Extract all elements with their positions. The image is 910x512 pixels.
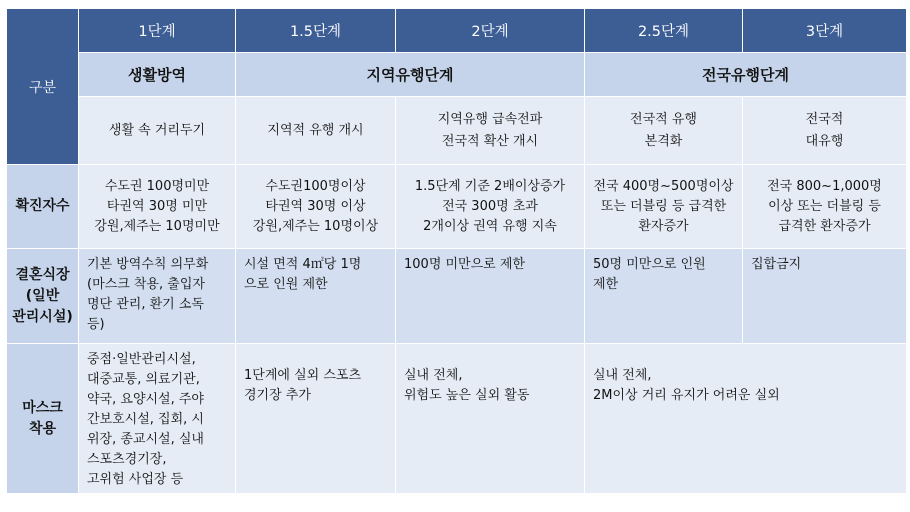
cell-line: 전국 400명~500명이상: [593, 178, 734, 194]
cell-line: 위장, 종교시설, 실내: [87, 432, 204, 447]
cell-line: 또는 더블링 등 급격한: [600, 198, 727, 214]
cases-level-1: [79, 165, 236, 249]
cell-line: 환자증가: [638, 218, 689, 234]
cell-line: 타권역 30명 이상: [265, 198, 366, 214]
cell-line: 명단 관리, 환기 소독: [87, 297, 204, 312]
row-label-wedding-hall: [7, 249, 79, 344]
table-row: [7, 165, 907, 249]
cell-line: 간보호시설, 집회, 시: [87, 412, 204, 427]
wedding-level-1: [79, 249, 236, 344]
cell-line: 급격한 환자증가: [778, 218, 871, 234]
cell-line: 전국 800~1,000명: [767, 178, 882, 194]
level-2-header: 2단계: [396, 9, 585, 53]
description-line: 본격화: [644, 133, 683, 149]
mask-level-2-5-to-3: [585, 344, 907, 494]
mask-level-1-5: [236, 344, 396, 494]
level-2-5-header: 2.5단계: [585, 9, 743, 53]
cell-line: 대중교통, 의료기관,: [87, 372, 200, 387]
social-distancing-table: [6, 8, 907, 494]
cell-line: 이상 또는 더블링 등: [768, 198, 881, 214]
description-line: 생활 속 거리두기: [108, 122, 206, 138]
wedding-level-2: [396, 249, 585, 344]
row-label-line: 결혼식장: [15, 266, 70, 283]
row-label-line: 관리시설): [12, 308, 73, 325]
cases-level-2: [396, 165, 585, 249]
cell-line: 수도권100명이상: [265, 178, 366, 194]
distancing-table-container: [6, 8, 907, 494]
row-label-line: (일반: [25, 287, 60, 304]
description-row: [7, 97, 907, 165]
table-row: [7, 249, 907, 344]
wedding-level-1-5: [236, 249, 396, 344]
cell-line: 중점·일반관리시설,: [87, 352, 196, 367]
cell-line: 기본 방역수칙 의무화: [87, 257, 209, 272]
cell-line: 2M이상 거리 유지가 어려운 실외: [593, 388, 780, 403]
mask-level-2: [396, 344, 585, 494]
row-label-mask: [7, 344, 79, 494]
cell-line: 등): [87, 317, 105, 332]
cell-line: 제한: [593, 277, 619, 292]
cell-line: 실내 전체,: [404, 368, 463, 383]
description-line: 지역유행 급속전파: [437, 111, 543, 127]
row-label-line: 착용: [28, 420, 57, 437]
description-level-2: [396, 97, 585, 165]
phase-national: 전국유행단계: [585, 53, 907, 97]
cases-level-2-5: [585, 165, 743, 249]
cell-line: 스포츠경기장,: [87, 452, 167, 467]
cell-line: 위험도 높은 실외 활동: [404, 388, 530, 403]
level-1-header: 1단계: [79, 9, 236, 53]
cell-line: 강원,제주는 10명이상: [252, 218, 379, 234]
phase-daily-life: 생활방역: [79, 53, 236, 97]
description-line: 전국적 확산 개시: [441, 133, 539, 149]
cell-line: 강원,제주는 10명미만: [94, 218, 220, 234]
description-line: 지역적 유행 개시: [267, 122, 364, 138]
level-header-row: [7, 9, 907, 53]
cell-line: 2개이상 권역 유행 지속: [423, 218, 557, 234]
description-line: 대유행: [805, 133, 844, 149]
description-level-2-5: [585, 97, 743, 165]
cases-level-1-5: [236, 165, 396, 249]
cell-line: 고위험 사업장 등: [87, 472, 184, 487]
cell-line: 약국, 요양시설, 주야: [87, 392, 204, 407]
cell-line: 100명 미만으로 제한: [404, 257, 525, 272]
phase-row: [7, 53, 907, 97]
cell-line: 집합금지: [751, 257, 802, 272]
level-1-5-header: 1.5단계: [236, 9, 396, 53]
cell-line: (마스크 착용, 출입자: [87, 277, 205, 292]
cell-line: 경기장 추가: [244, 388, 311, 403]
cell-line: 1단계에 실외 스포츠: [244, 368, 361, 383]
description-line: 전국적 유행: [630, 111, 697, 127]
mask-level-1: [79, 344, 236, 494]
description-level-3: [743, 97, 907, 165]
cell-line: 으로 인원 제한: [244, 277, 328, 292]
phase-regional: 지역유행단계: [236, 53, 585, 97]
table-row: [7, 344, 907, 494]
cell-line: 시설 면적 4㎡당 1명: [244, 257, 362, 272]
description-line: 전국적: [805, 111, 844, 127]
cell-line: 실내 전체,: [593, 368, 652, 383]
row-label-line: 마스크: [22, 399, 63, 416]
description-level-1-5: [236, 97, 396, 165]
level-3-header: 3단계: [743, 9, 907, 53]
wedding-level-3: [743, 249, 907, 344]
cell-line: 전국 300명 초과: [442, 198, 538, 214]
description-level-1: [79, 97, 236, 165]
cell-line: 1.5단계 기준 2배이상증가: [414, 178, 566, 194]
cell-line: 수도권 100명미만: [104, 178, 210, 194]
cases-level-3: [743, 165, 907, 249]
row-label-confirmed-cases: [7, 165, 79, 249]
row-label-line: 확진자수: [15, 198, 70, 214]
category-header: 구분: [7, 9, 79, 165]
cell-line: 50명 미만으로 인원: [593, 257, 706, 272]
wedding-level-2-5: [585, 249, 743, 344]
cell-line: 타권역 30명 미만: [106, 198, 208, 214]
